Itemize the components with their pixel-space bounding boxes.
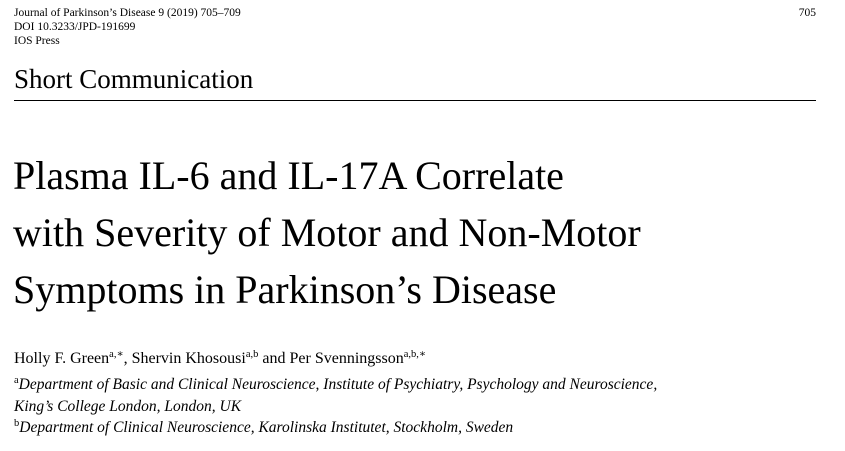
author-name: Shervin Khosousi — [131, 350, 246, 367]
affiliation-text: King’s College London, London, UK — [14, 397, 242, 415]
author-list — [14, 349, 426, 369]
affiliation-line — [14, 417, 657, 439]
affiliation-line — [14, 374, 657, 396]
doi: DOI 10.3233/JPD-191699 — [14, 21, 136, 33]
publisher: IOS Press — [14, 35, 60, 47]
author-affiliation-mark: a,b — [245, 349, 259, 360]
affiliation-text: Department of Basic and Clinical Neuroscience, Institute of Psychiatry, Psychology and Neuroscience, — [18, 376, 658, 393]
page-number: 705 — [798, 7, 816, 19]
title-line: Plasma IL-6 and IL-17A Correlate — [13, 153, 564, 198]
author-affiliation-mark: a,b,∗ — [403, 349, 427, 360]
author-affiliation-mark: a,∗ — [109, 349, 124, 360]
article-title — [13, 147, 641, 318]
affiliation-line — [14, 396, 657, 418]
title-line: Symptoms in Parkinson’s Disease — [13, 267, 557, 312]
journal-citation: Journal of Parkinson’s Disease 9 (2019) 705–709 — [14, 7, 241, 19]
author-name: Holly F. Green — [14, 350, 110, 367]
author-separator: and — [258, 350, 290, 367]
journal-meta — [14, 6, 241, 48]
title-line: with Severity of Motor and Non-Motor — [13, 210, 641, 255]
affiliation-mark: a — [14, 375, 19, 386]
affiliation-list — [14, 374, 657, 439]
article-type: Short Communication — [14, 64, 254, 94]
author-name: Per Svenningsson — [289, 350, 404, 367]
affiliation-mark: b — [14, 418, 20, 429]
author-separator: , — [123, 350, 132, 367]
affiliation-text: Department of Clinical Neuroscience, Karolinska Institutet, Stockholm, Sweden — [19, 419, 514, 436]
header-rule — [14, 100, 816, 101]
